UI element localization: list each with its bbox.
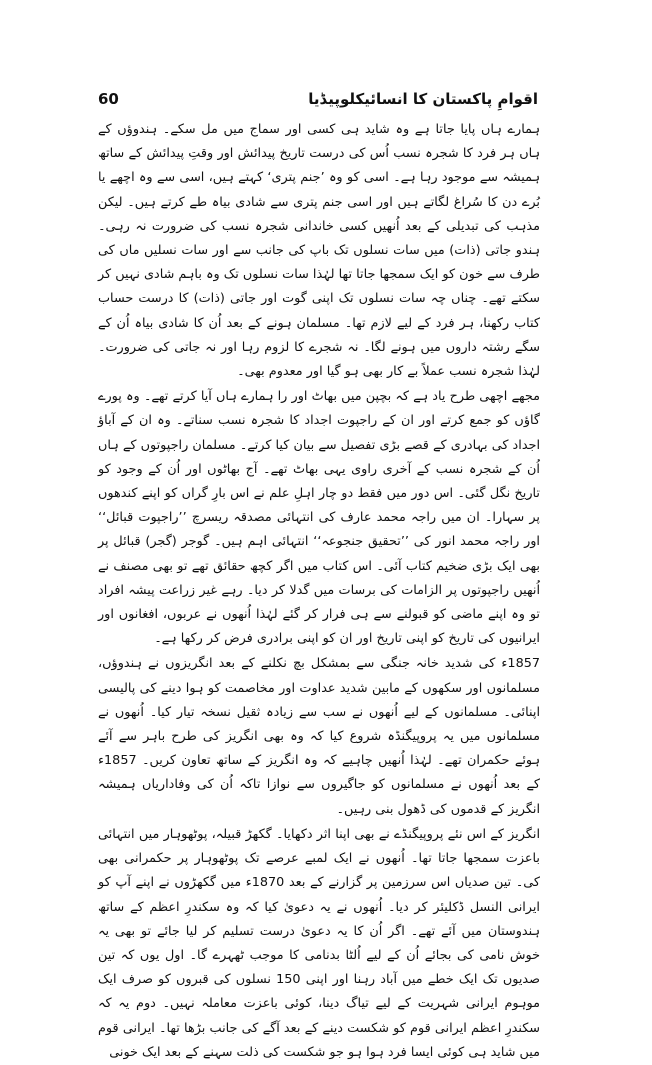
- running-title: اقوامِ پاکستان کا انسائیکلوپیڈیا: [308, 90, 538, 108]
- page-header: [98, 86, 538, 112]
- paragraph: 1857ء کی شدید خانہ جنگی سے بمشکل بچ نکلنے کے بعد انگریزوں نے ہندوؤں، مسلمانوں اور سکھوں کے مابین شدید عداوت اور مخاصمت کو ہوا دینے کی پالیسی اپنائی۔ مسلمانوں کے لیے اُنھوں نے سب سے زیادہ ثقیل نسخہ تیار کیا۔ اُنھوں نے مسلمانوں میں یہ پروپیگنڈہ شروع کیا کہ وہ بھی انگریز کی طرح باہر سے آئے ہوئے حکمران تھے۔ لہٰذا اُنھیں چاہیے کہ وہ انگریز کے ساتھ تعاون کریں۔ 1857ء کے بعد اُنھوں نے مسلمانوں کو جاگیروں سے نوازا تاکہ اُن کی وفاداریاں ہمیشہ انگریز کے قدموں کی ڈھول بنی رہیں۔: [98, 656, 540, 817]
- paragraph: ہمارے ہاں پایا جاتا ہے وہ شاید ہی کسی اور سماج میں مل سکے۔ ہندوؤں کے ہاں ہر فرد کا شجرہ نسب اُس کی درست تاریخ پیدائش اور وقتِ پیدائش کے ساتھ ہمیشہ سے موجود رہا ہے۔ اسی کو وہ ’جنم پتری‘ کہتے ہیں، اسی سے وہ اچھے یا بُرے دن کا سُراغ لگاتے ہیں اور اسی جنم پتری سے شادی بیاہ طے کرتے ہیں۔ لیکن مذہب کی تبدیلی کے بعد اُنھیں کسی خاندانی شجرہ نسب کی ضرورت نہ رہی۔ ہندو جاتی (ذات) میں سات نسلوں تک باپ کی جانب سے اور سات نسلیں ماں کی طرف سے خون کو ایک سمجھا جاتا تھا لہٰذا سات نسلوں تک وہ باہم شادی نہیں کر سکتے تھے۔ چناں چہ سات نسلوں تک اپنی گوت اور جاتی (ذات) کا درست حساب کتاب رکھنا، ہر فرد کے لیے لازم تھا۔ مسلمان ہونے کے بعد اُن کا شادی بیاہ اُن کے سگے رشتہ داروں میں ہونے لگا۔ نہ شجرے کا لزوم رہا اور نہ جاتی کی ضرورت۔ لہٰذا شجرہ نسب عملاً بے کار بھی ہو گیا اور معدوم بھی۔: [98, 122, 540, 380]
- page-number: 60: [98, 90, 119, 108]
- paragraph: مجھے اچھی طرح یاد ہے کہ بچپن میں بھاٹ اور را ہمارے ہاں آیا کرتے تھے۔ وہ پورے گاؤں کو جمع کرتے اور ان کے راجپوت اجداد کا شجرہ نسب سناتے۔ وہ ان کے آباؤ اجداد کی بہادری کے قصے بڑی تفصیل سے بیان کیا کرتے۔ مسلمان راجپوتوں کے ہاں اُن کے شجرہ نسب کے آخری راوی یہی بھاٹ تھے۔ آج بھاٹوں اور اُن کے وجود کو تاریخ نگل گئی۔ اس دور میں فقط دو چار اہلِ علم نے اس بارِ گراں کو اپنے کندھوں پر سہارا۔ ان میں راجہ محمد عارف کی انتہائی مصدقہ ریسرچ ’’راجپوت قبائل‘‘ اور راجہ محمد انور کی ’’تحقیق جنجوعہ‘‘ انتہائی اہم ہیں۔ گوجر (گجر) قبائل پر بھی ایک بڑی ضخیم کتاب آئی۔ اس کتاب میں اگر کچھ حقائق تھے تو بھی مصنف نے اُنھیں راجپوتوں پر الزامات کی برسات میں گدلا کر دیا۔ رہے غیر زراعت پیشہ افراد تو وہ اپنے ماضی کو قبولنے سے ہی فرار کر گئے لہٰذا اُنھوں نے عربوں، افغانوں اور ایرانیوں کی تاریخ کو اپنی تاریخ اور ان کو اپنی برادری فرض کر رکھا ہے۔: [98, 389, 540, 647]
- paragraph: انگریز کے اس نئے پروپیگنڈے نے بھی اپنا اثر دکھایا۔ گکھڑ قبیلہ، پوٹھوہار میں انتہائی باعزت سمجھا جاتا تھا۔ اُنھوں نے ایک لمبے عرصے تک پوٹھوہار پر حکمرانی بھی کی۔ تین صدیاں اس سرزمین پر گزارنے کے بعد 1870ء میں گکھڑوں نے اپنے آپ کو ایرانی النسل ڈکلیئر کر دیا۔ اُنھوں نے یہ دعویٰ کیا کہ وہ سکندرِ اعظم کے ساتھ ہندوستان میں آئے تھے۔ اگر اُن کا یہ دعویٰ درست تسلیم کر لیا جائے تو بھی یہ خوش نامی کی بجائے اُن کے لیے اُلٹا بدنامی کا موجب ٹھہرے گا۔ اول یوں کہ تین صدیوں تک ایک خطے میں آباد رہنا اور اپنی 150 نسلوں کی قبروں کو صرف ایک موہوم ایرانی شہریت کے لیے تیاگ دینا، کوئی باعزت معاملہ نہیں۔ دوم یہ کہ سکندرِ اعظم ایرانی قوم کو شکست دینے کے بعد آگے کی جانب بڑھا تھا۔ ایرانی قوم میں شاید ہی کوئی ایسا فرد ہوا ہو جو شکست کی ذلت سہنے کے بعد ایک خونی: [98, 826, 540, 1060]
- body-text: [98, 118, 540, 1065]
